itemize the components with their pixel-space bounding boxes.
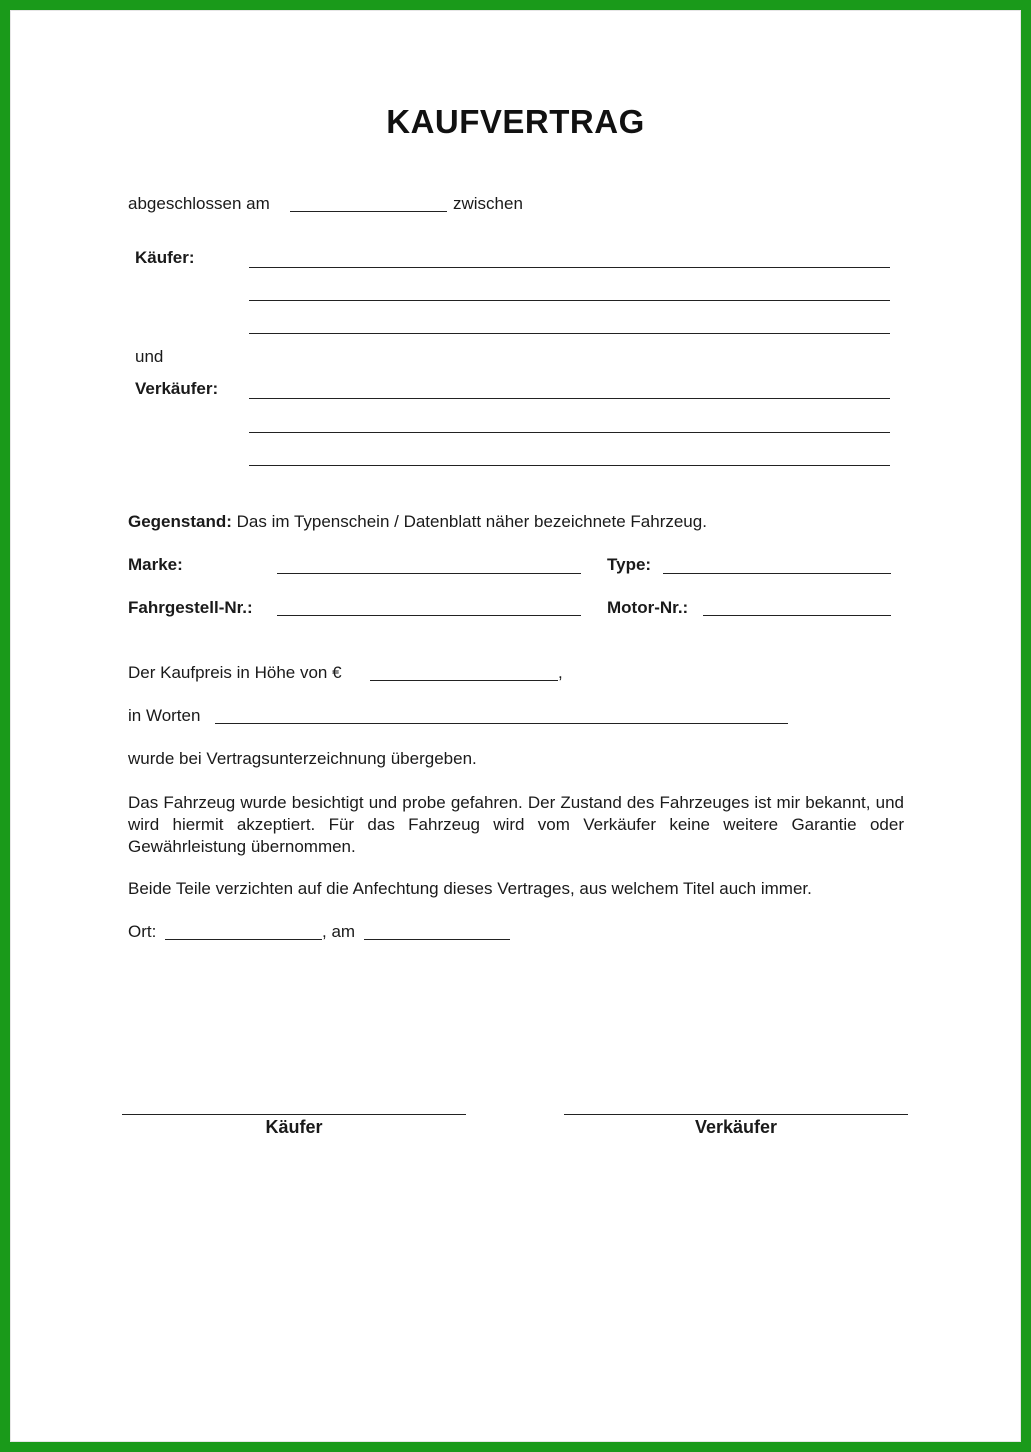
buyer-line-2[interactable] xyxy=(249,300,890,301)
place-label: Ort: xyxy=(128,922,157,941)
buyer-line-1[interactable] xyxy=(249,267,890,268)
buyer-signature-line[interactable] xyxy=(122,1114,466,1115)
subject-text: Das im Typenschein / Datenblatt näher bezeichnete Fahrzeug. xyxy=(236,512,707,531)
price-in-words-field[interactable] xyxy=(215,723,788,724)
chassis-number-label: Fahrgestell-Nr.: xyxy=(128,598,253,617)
seller-line-2[interactable] xyxy=(249,432,890,433)
intro-between-label: zwischen xyxy=(453,194,523,213)
type-field[interactable] xyxy=(663,573,891,574)
price-label: Der Kaufpreis in Höhe von € xyxy=(128,663,342,682)
seller-line-3[interactable] xyxy=(249,465,890,466)
condition-paragraph: Das Fahrzeug wurde besichtigt und probe gefahren. Der Zustand des Fahrzeuges ist mir bekannt, und wird hiermit akzeptiert. Für das Fahrzeug wird vom Verkäufer keine weitere Garantie oder Gewährleistung übernommen. xyxy=(128,793,904,856)
waiver-text: Beide Teile verzichten auf die Anfechtung dieses Vertrages, aus welchem Titel auch immer. xyxy=(128,879,812,898)
date-field[interactable] xyxy=(364,939,510,940)
seller-line-1[interactable] xyxy=(249,398,890,399)
engine-number-field[interactable] xyxy=(703,615,891,616)
contract-date-field[interactable] xyxy=(290,211,447,212)
in-words-label: in Worten xyxy=(128,706,201,725)
subject-row xyxy=(128,512,707,532)
handed-over-text: wurde bei Vertragsunterzeichnung übergeben. xyxy=(128,749,477,768)
make-label: Marke: xyxy=(128,555,183,574)
seller-signature-line[interactable] xyxy=(564,1114,908,1115)
intro-concluded-on-label: abgeschlossen am xyxy=(128,194,270,213)
seller-label: Verkäufer: xyxy=(135,379,219,398)
make-field[interactable] xyxy=(277,573,581,574)
date-label: , am xyxy=(322,922,356,941)
buyer-label: Käufer: xyxy=(135,248,195,267)
page-inner-border xyxy=(10,10,1021,1442)
type-label: Type: xyxy=(607,555,652,574)
buyer-signature-label: Käufer xyxy=(265,1117,323,1137)
seller-signature-label: Verkäufer xyxy=(694,1117,778,1137)
document-title: KAUFVERTRAG xyxy=(386,103,645,140)
subject-label: Gegenstand: xyxy=(128,512,232,531)
chassis-number-field[interactable] xyxy=(277,615,581,616)
place-field[interactable] xyxy=(165,939,322,940)
engine-number-label: Motor-Nr.: xyxy=(607,598,689,617)
buyer-line-3[interactable] xyxy=(249,333,890,334)
price-field[interactable] xyxy=(370,680,558,681)
price-trailing-comma: , xyxy=(558,663,563,682)
and-label: und xyxy=(135,347,164,366)
